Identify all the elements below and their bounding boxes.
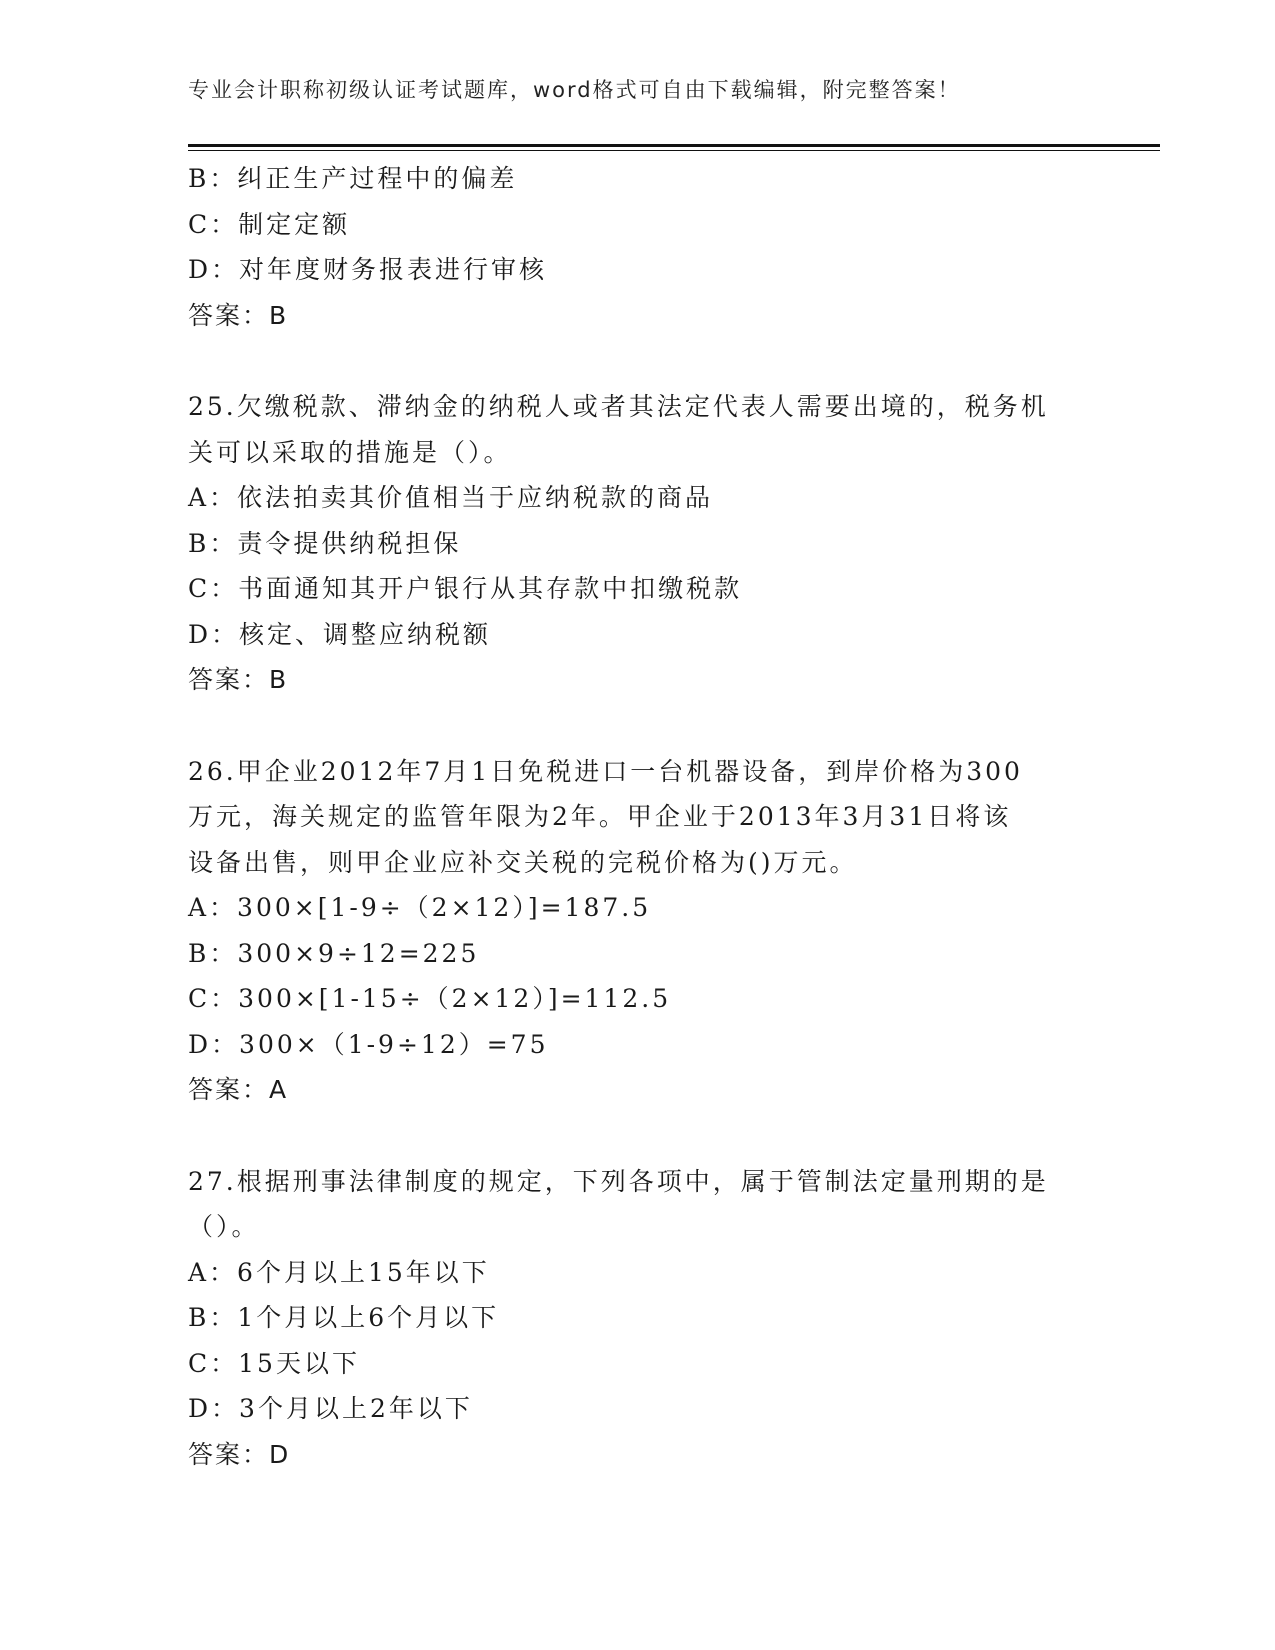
question-block-continued — [188, 156, 1088, 338]
header-rule-thin — [188, 150, 1160, 151]
spacer — [188, 703, 1088, 749]
option-b: B：300×9÷12=225 — [188, 938, 480, 968]
option-b: B：纠正生产过程中的偏差 — [188, 164, 518, 193]
option-b: B：1个月以上6个月以下 — [188, 1303, 500, 1332]
answer-line: 答案：B — [188, 300, 289, 330]
option-a: A：6个月以上15年以下 — [188, 1257, 490, 1287]
option-c: C：15天以下 — [188, 1348, 360, 1378]
spacer — [188, 1113, 1088, 1159]
answer-line: 答案：D — [188, 1439, 291, 1469]
option-a: A：依法拍卖其价值相当于应纳税款的商品 — [188, 483, 714, 512]
question-stem: 设备出售，则甲企业应补交关税的完税价格为()万元。 — [188, 847, 858, 877]
spacer — [188, 338, 1088, 384]
question-26 — [188, 749, 1088, 1113]
option-d: D：核定、调整应纳税额 — [188, 619, 492, 649]
header-rule-thick — [188, 144, 1160, 147]
question-stem: 关可以采取的措施是（）。 — [188, 437, 512, 467]
answer-line: 答案：A — [188, 1075, 289, 1104]
question-25 — [188, 384, 1088, 703]
option-a: A：300×[1-9÷（2×12）]=187.5 — [188, 893, 652, 922]
question-stem: 27.根据刑事法律制度的规定，下列各项中，属于管制法定量刑期的是 — [188, 1166, 1049, 1196]
option-d: D：300×（1-9÷12）=75 — [188, 1029, 549, 1059]
option-b: B：责令提供纳税担保 — [188, 528, 462, 558]
option-c: C：书面通知其开户银行从其存款中扣缴税款 — [188, 574, 743, 603]
question-27 — [188, 1159, 1088, 1478]
page-header: 专业会计职称初级认证考试题库，word格式可自由下载编辑，附完整答案！ — [188, 78, 961, 102]
question-stem: 25.欠缴税款、滞纳金的纳税人或者其法定代表人需要出境的，税务机 — [188, 392, 1049, 421]
option-c: C：制定定额 — [188, 209, 351, 239]
option-d: D：对年度财务报表进行审核 — [188, 255, 548, 284]
option-c: C：300×[1-15÷（2×12）]=112.5 — [188, 984, 672, 1013]
option-d: D：3个月以上2年以下 — [188, 1394, 473, 1423]
question-stem: 26.甲企业2012年7月1日免税进口一台机器设备，到岸价格为300 — [188, 756, 1023, 786]
answer-line: 答案：B — [188, 665, 289, 694]
question-stem: （）。 — [188, 1212, 260, 1241]
question-stem: 万元，海关规定的监管年限为2年。甲企业于2013年3月31日将该 — [188, 802, 1012, 831]
question-content — [188, 156, 1088, 1477]
